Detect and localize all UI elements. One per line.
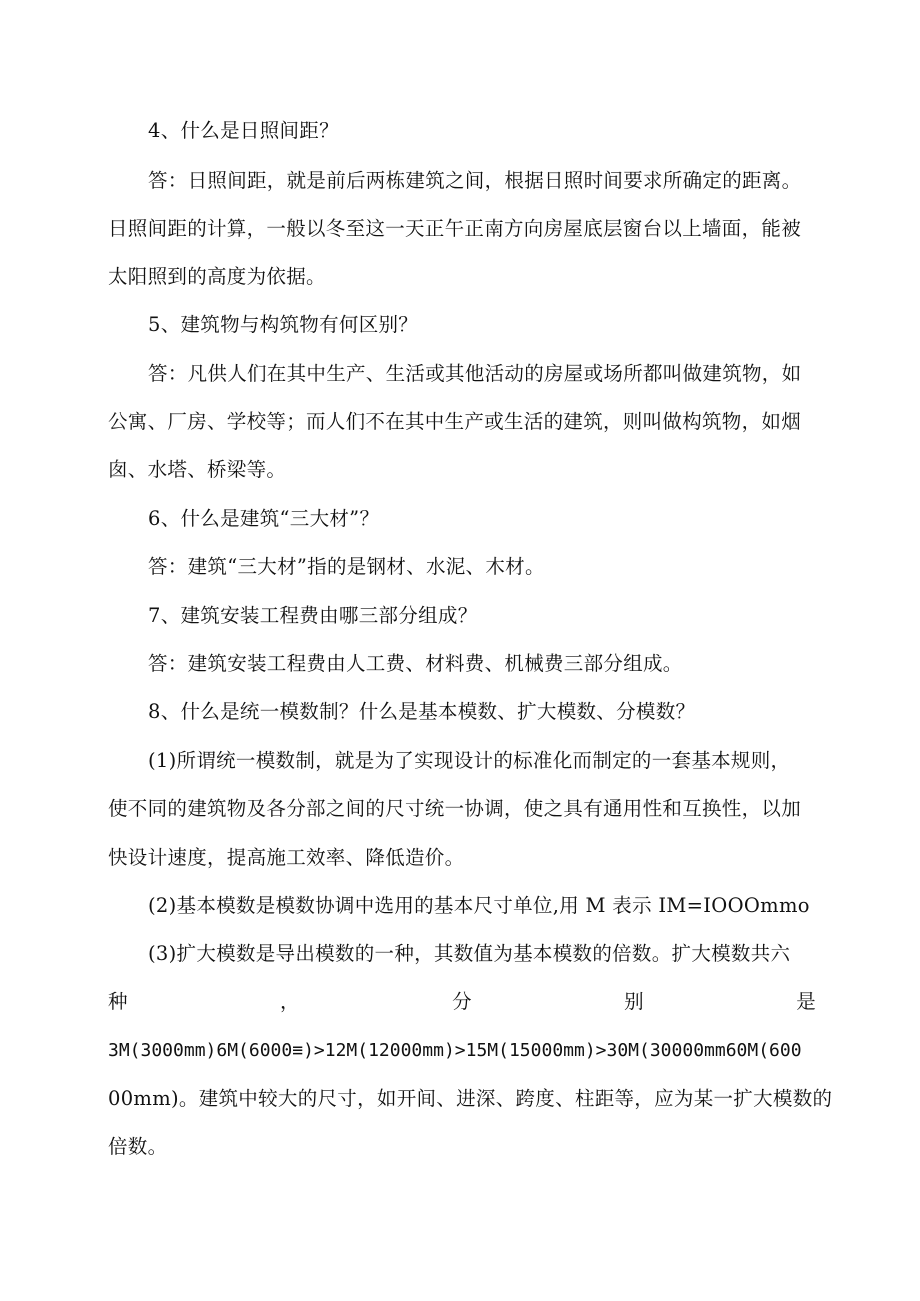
paragraph-1-line-1: (1)所谓统一模数制，就是为了实现设计的标准化而制定的一套基本规则， bbox=[148, 749, 791, 772]
paragraph-3-line-2-justified bbox=[108, 987, 816, 1017]
question-4-title: 4、什么是日照间距？ bbox=[148, 119, 339, 142]
answer-7-line-1: 答：建筑安装工程费由人工费、材料费、机械费三部分组成。 bbox=[148, 652, 683, 675]
paragraph-3-line-1: (3)扩大模数是导出模数的一种，其数值为基本模数的倍数。扩大模数共六 bbox=[148, 942, 791, 965]
answer-5-line-2: 公寓、厂房、学校等；而人们不在其中生产或生活的建筑，则叫做构筑物，如烟 bbox=[108, 410, 802, 433]
paragraph-2-line-1: (2)基本模数是模数协调中选用的基本尺寸单位,用 M 表示 IM=IOOOmmo bbox=[148, 894, 810, 917]
justified-word: 种 bbox=[108, 990, 128, 1013]
answer-5-line-3: 囱、水塔、桥梁等。 bbox=[108, 458, 287, 481]
answer-4-line-2: 日照间距的计算，一般以冬至这一天正午正南方向房屋底层窗台以上墙面，能被 bbox=[108, 217, 802, 240]
answer-4-line-1: 答：日照间距，就是前后两栋建筑之间，根据日照时间要求所确定的距离。 bbox=[148, 169, 802, 192]
question-7-title: 7、建筑安装工程费由哪三部分组成？ bbox=[148, 604, 478, 627]
justified-word: 别 bbox=[624, 990, 644, 1013]
paragraph-3-line-3-modulus-list: 3M(3000mm)6M(6000≡)>12M(12000mm)>15M(15000mm)>30M(30000mm60M(600 bbox=[108, 1040, 802, 1061]
justified-word: 分 bbox=[452, 990, 472, 1013]
paragraph-3-line-4: 00mm)。建筑中较大的尺寸，如开间、进深、跨度、柱距等，应为某一扩大模数的 bbox=[108, 1087, 833, 1110]
answer-5-line-1: 答：凡供人们在其中生产、生活或其他活动的房屋或场所都叫做建筑物，如 bbox=[148, 362, 802, 385]
answer-4-line-3: 太阳照到的高度为依据。 bbox=[108, 265, 326, 288]
answer-6-line-1: 答：建筑“三大材”指的是钢材、水泥、木材。 bbox=[148, 555, 545, 578]
paragraph-1-line-2: 使不同的建筑物及各分部之间的尺寸统一协调，使之具有通用性和互换性，以加 bbox=[108, 797, 802, 820]
paragraph-1-line-3: 快设计速度，提高施工效率、降低造价。 bbox=[108, 846, 465, 869]
question-6-title: 6、什么是建筑“三大材”？ bbox=[148, 507, 380, 530]
justified-word: 是 bbox=[796, 990, 816, 1013]
justified-word: ， bbox=[280, 990, 300, 1013]
question-5-title: 5、建筑物与构筑物有何区别？ bbox=[148, 313, 419, 336]
question-8-title: 8、什么是统一模数制？什么是基本模数、扩大模数、分模数？ bbox=[148, 700, 696, 723]
paragraph-3-line-5: 倍数。 bbox=[108, 1135, 168, 1158]
